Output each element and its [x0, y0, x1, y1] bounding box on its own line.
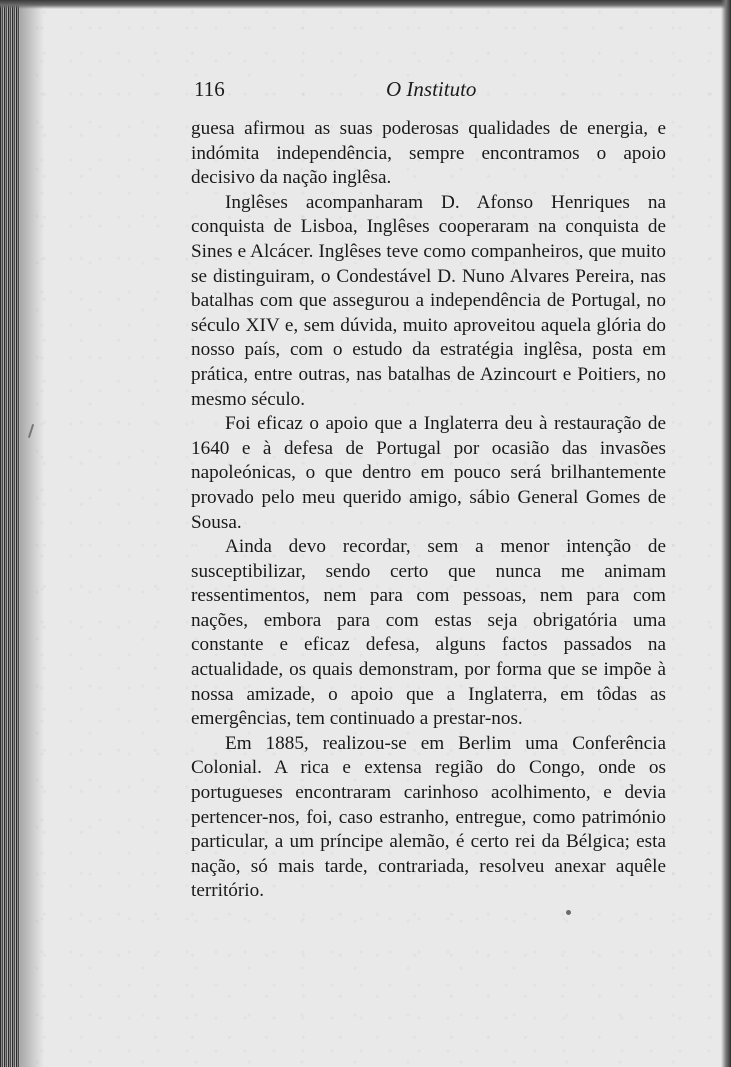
paragraph-2: Inglêses acompanharam D. Afonso Henriques na conquista de Lisboa, Inglêses cooperaram na conquista de Sines e Alcácer. Inglêses teve como companheiros, que muito se distinguiram, o Condestável D. Nuno Alvares Pereira, nas batalhas com que assegurou a independência de Portugal, no século XIV e, sem dúvida, muito aproveitou aquela glória do nosso país, com o estudo da estratégia inglêsa, posta em prática, entre outras, nas batalhas de Azincourt e Poitiers, no mesmo século.: [191, 191, 666, 410]
body-text: [191, 117, 666, 904]
right-page-edge: [721, 0, 731, 1067]
running-head: O Instituto: [386, 77, 477, 101]
top-page-edge: [0, 0, 731, 9]
page-header: [194, 74, 666, 104]
book-binding-edge: [0, 0, 20, 1067]
paragraph-3: Foi eficaz o apoio que a Inglaterra deu à restauração de 1640 e à defesa de Portugal por ocasião das invasões napoleónicas, o que dentro em pouco será brilhantemente provado pelo meu querido amigo, sábio General Gomes de Sousa.: [191, 413, 666, 533]
paragraph-1: guesa afirmou as suas poderosas qualidades de energia, e indómita independência, sempre encontramos o apoio decisivo da nação inglêsa.: [191, 118, 666, 189]
paragraph-5: Em 1885, realizou-se em Berlim uma Conferência Colonial. A rica e extensa região do Congo, onde os portugueses encontraram carinhoso acolhimento, e devia pertencer-nos, foi, caso estranho, entregue, como património particular, a um príncipe alemão, é certo rei da Bélgica; esta nação, só mais tarde, contrariada, resolveu anexar aquêle território.: [191, 732, 666, 902]
ink-speck: [566, 910, 571, 915]
gutter-shadow: [20, 0, 44, 1067]
paragraph-4: Ainda devo recordar, sem a menor intenção de susceptibilizar, sendo certo que nunca me animam ressentimentos, nem para com pessoas, nem para com nações, embora para com estas seja obrigatória uma constante e eficaz defesa, alguns factos passados na actualidade, os quais demonstram, por forma que se impõe à nossa amizade, o apoio que a Inglaterra, em tôdas as emergências, tem continuado a prestar-nos.: [191, 536, 666, 730]
page-number: 116: [194, 77, 225, 101]
